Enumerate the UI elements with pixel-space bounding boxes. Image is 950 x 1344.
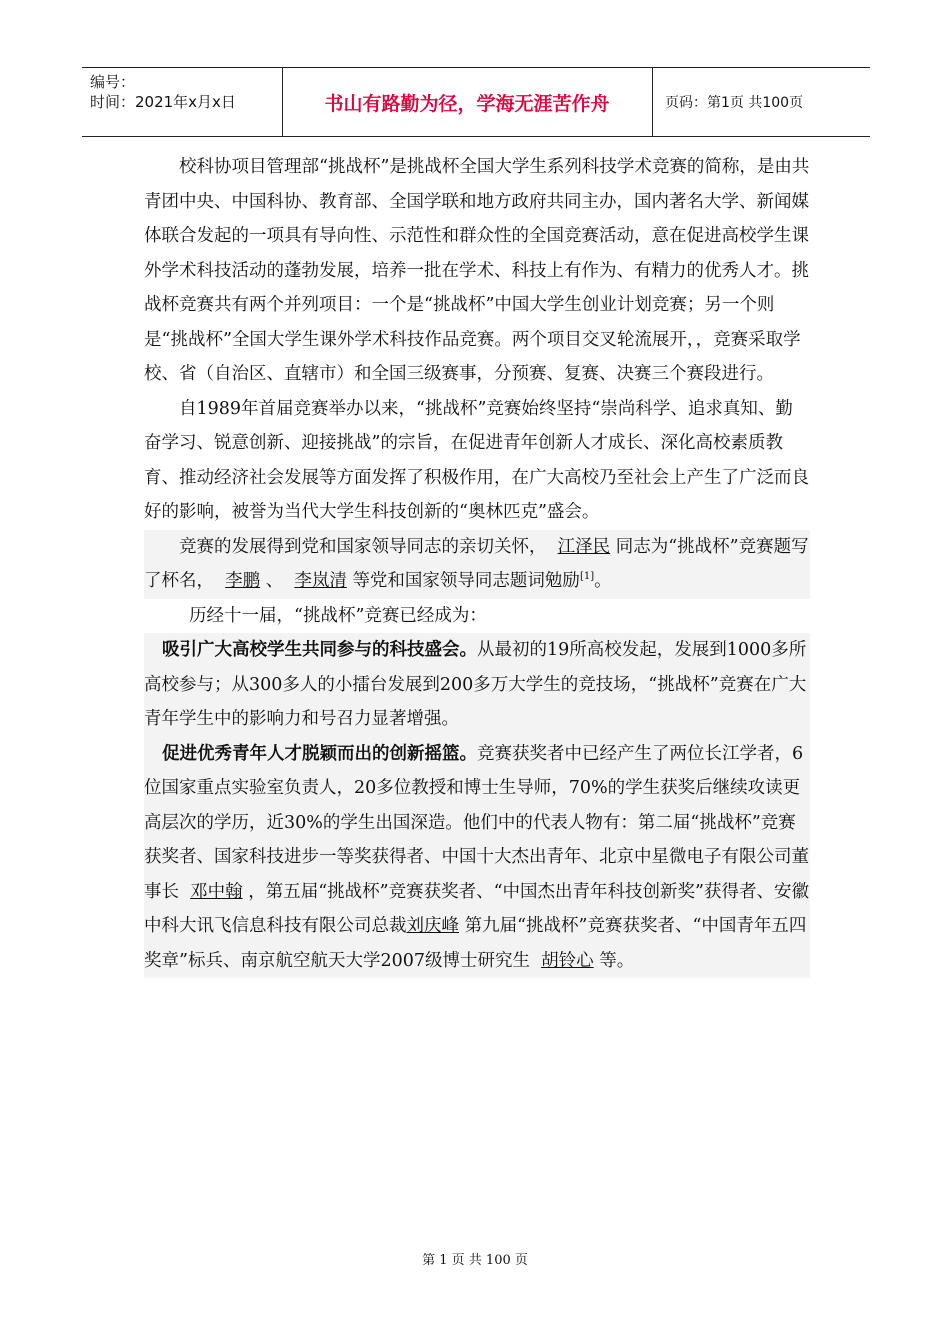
text-span: 从最初的19所高校发起，发展到1000多所高校参与；从300多人的小擂台发展到200多万大学生的竞技场，“挑战杯”竞赛在广大青年学生中的影响力和号召力显著增强。 — [144, 640, 807, 729]
paragraph-achievement-1 — [144, 633, 810, 737]
paragraph-intro: 校科协项目管理部“挑战杯”是挑战杯全国大学生系列科技学术竞赛的简称，是由共青团中央、中国科协、教育部、全国学联和地方政府共同主办，国内著名大学、新闻媒体联合发起的一项具有导向性、示范性和群众性的全国竞赛活动，意在促进高校学生课外学术科技活动的蓬勃发展，培养一批在学术、科技上有作为、有精力的优秀人才。挑战杯竞赛共有两个并列项目：一个是“挑战杯”中国大学生创业计划竞赛；另一个则是“挑战杯”全国大学生课外学术科技作品竞赛。两个项目交叉轮流展开，，竞赛采取学校、省（自治区、直辖市）和全国三级赛事，分预赛、复赛、决赛三个赛段进行。 — [144, 157, 810, 384]
text-span: 等。 — [599, 950, 635, 971]
header-motto: 书山有路勤为径，学海无涯苦作舟 — [324, 92, 610, 115]
lead-phrase: 促进优秀青年人才脱颖而出的创新摇篮。 — [162, 743, 477, 764]
header-divider — [652, 68, 653, 136]
person-link[interactable]: 李鹏 — [225, 571, 261, 591]
paragraph-leaders — [144, 530, 810, 599]
person-link[interactable]: 李岚清 — [294, 571, 347, 591]
number-label: 编号： — [90, 73, 136, 91]
header-page-number: 页码：第1页 共100页 — [665, 95, 804, 111]
time-label: 时间：2021年x月x日 — [90, 93, 236, 111]
header-meta — [90, 72, 236, 112]
text-span: 等党和国家领导同志题词勉励 — [352, 571, 580, 591]
text-span: ，第五届“挑战杯”竞赛获奖者、“中国杰出青年科技创新奖”获得者、安徽中科大讯飞信息科技有限公司总裁 — [144, 881, 810, 936]
page-header — [82, 67, 870, 137]
paragraph-history: 自1989年首届竞赛举办以来，“挑战杯”竞赛始终坚持“崇尚科学、追求真知、勤奋学习、锐意创新、迎接挑战”的宗旨，在促进青年创新人才成长、深化高校素质教育、推动经济社会发展等方面发挥了积极作用，在广大高校乃至社会上产生了广泛而良好的影响，被誉为当代大学生科技创新的“奥林匹克”盛会。 — [144, 398, 809, 522]
paragraph-achievement-2 — [144, 737, 810, 979]
person-link[interactable]: 刘庆峰 — [406, 916, 459, 936]
person-link[interactable]: 胡铃心 — [541, 950, 594, 971]
person-link[interactable]: 江泽民 — [557, 536, 611, 557]
document-body — [144, 150, 810, 978]
text-span: 、 — [265, 571, 284, 591]
text-span: 第九届“挑战杯”竞赛获奖者、“中国青年五四奖章”标兵、南京航空航天大学2007级博士研究生 — [144, 916, 807, 971]
text-span: 同志为“挑战杯”竞赛题写了杯名， — [144, 536, 809, 591]
page-footer: 第 1 页 共 100 页 — [422, 1253, 528, 1268]
text-span: 竞赛的发展得到党和国家领导同志的亲切关怀， — [179, 536, 547, 557]
reference-mark[interactable]: [1] — [579, 571, 595, 583]
paragraph-summary: 历经十一届，“挑战杯”竞赛已经成为： — [189, 605, 487, 626]
lead-phrase: 吸引广大高校学生共同参与的科技盛会。 — [162, 640, 477, 660]
text-span: 。 — [594, 571, 612, 591]
text-span: 竞赛获奖者中已经产生了两位长江学者，6位国家重点实验室负责人，20多位教授和博士生导师，70%的学生获奖后继续攻读更高层次的学历，近30%的学生出国深造。他们中的代表人物有：第二届“挑战杯”竞赛获奖者、国家科技进步一等奖获得者、中国十大杰出青年、北京中星微电子有限公司董事长 — [144, 743, 809, 902]
person-link[interactable]: 邓中翰 — [190, 881, 243, 902]
